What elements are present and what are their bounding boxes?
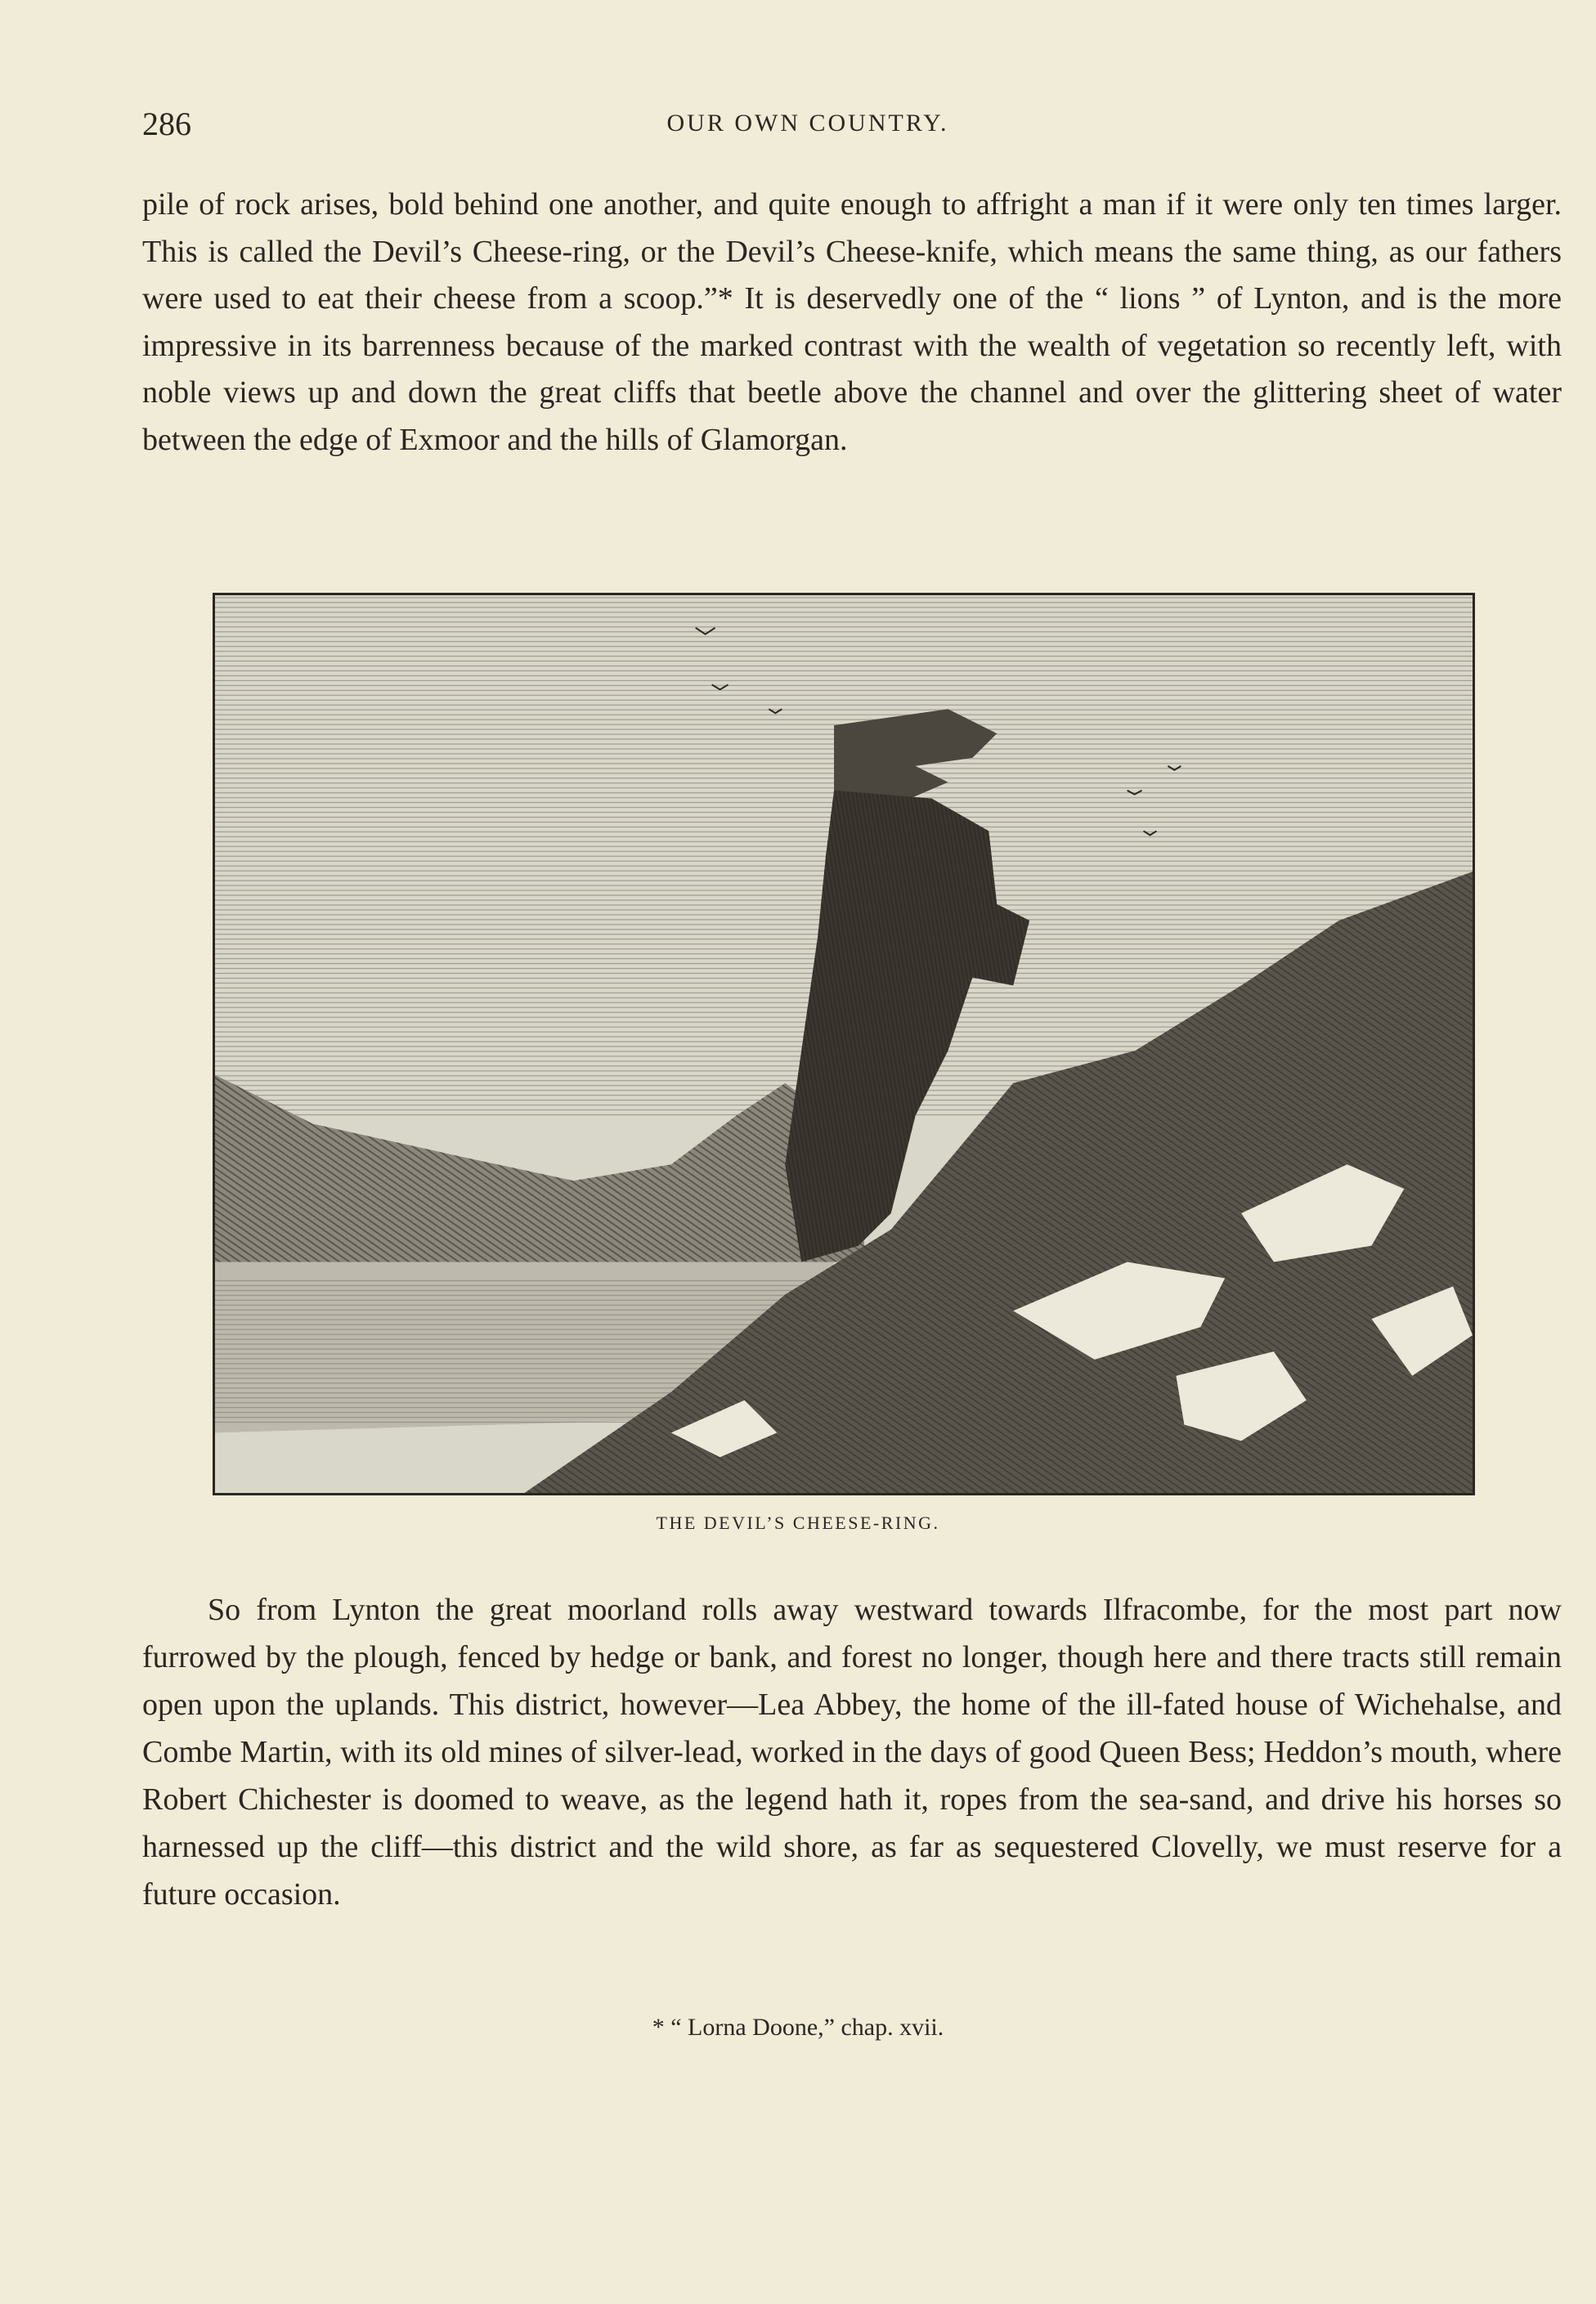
body-paragraph-2: So from Lynton the great moorland rolls away westward towards Ilfracombe, for the most part now furrowed by the plough, fenced by hedge or bank, and forest no longer, though here and there tracts still remain open upon the uplands. This district, however—Lea Abbey, the home of the ill-fated house of Wichehalse, and Combe Martin, with its old mines of silver-lead, worked in the days of good Queen Bess; Heddon’s mouth, where Robert Chichester is doomed to weave, as the legend hath it, ropes from the sea-sand, and drive his horses so harnessed up the cliff—this district and the wild shore, as far as sequestered Clovelly, we must reserve for a future occasion.	[142, 1593, 1562, 1912]
running-title: OUR OWN COUNTRY.	[666, 110, 949, 137]
page-number: 286	[142, 105, 191, 142]
running-head	[142, 105, 1522, 146]
engraving-illustration	[213, 593, 1475, 1495]
figure-caption: THE DEVIL’S CHEESE-RING.	[656, 1513, 940, 1533]
body-paragraph-1: pile of rock arises, bold behind one another, and quite enough to affright a man if it were only ten times larger. This is called the Devil’s Cheese-ring, or the Devil’s Cheese-knife, which means the same thing, as our fathers were used to eat their cheese from a scoop.”* It is deservedly one of the “ lions ” of Lynton, and is the more impressive in its barrenness because of the marked contrast with the wealth of vegetation so recently left, with noble views up and down the great cliffs that beetle above the channel and over the glittering sheet of water between the edge of Exmoor and the hills of Glamorgan.	[142, 187, 1562, 457]
footnote: * “ Lorna Doone,” chap. xvii.	[652, 2014, 944, 2041]
engraving-artwork	[215, 595, 1473, 1493]
